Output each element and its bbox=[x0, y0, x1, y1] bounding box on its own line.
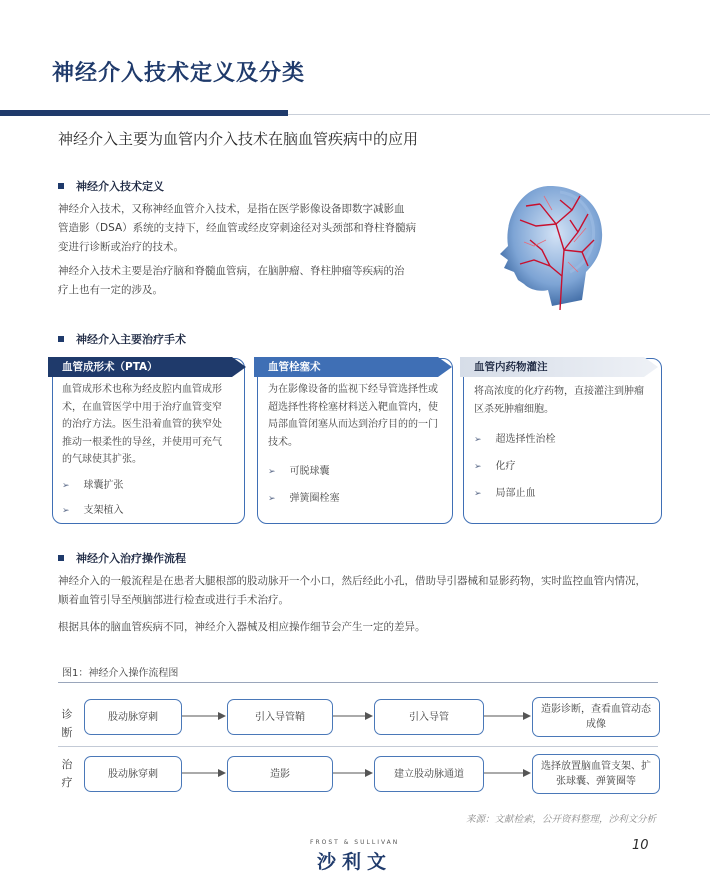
text-line: 神经介入技术主要是治疗脑和脊髓血管病，在脑肿瘤、脊柱肿瘤等疾病的治 bbox=[58, 265, 405, 277]
text-line: 区杀死肿瘤细胞。 bbox=[474, 403, 554, 415]
list-item-label: 局部止血 bbox=[495, 488, 536, 499]
flow-step-diagnosis-2: 引入导管鞘 bbox=[227, 699, 333, 735]
text-line: 推动一根柔性的导丝，并使用可充气 bbox=[62, 436, 222, 448]
arrow-right-icon: ➢ bbox=[474, 489, 482, 499]
flow-step-treatment-4: 选择放置脑血管支架、扩张球囊、弹簧圈等 bbox=[532, 754, 660, 794]
page-subtitle: 神经介入主要为血管内介入技术在脑血管疾病中的应用 bbox=[58, 130, 419, 148]
list-item bbox=[268, 489, 340, 504]
flow-step-diagnosis-3: 引入导管 bbox=[374, 699, 484, 735]
treatment-heading bbox=[58, 331, 186, 347]
figure-top-rule bbox=[58, 682, 658, 683]
process-paragraph-1 bbox=[58, 572, 678, 610]
figure-title: 图1：神经介入操作流程图 bbox=[62, 668, 179, 679]
card-body-embolization bbox=[268, 381, 448, 451]
flow-step-treatment-3: 建立股动脉通道 bbox=[374, 756, 484, 792]
text-line: 超选择性将栓塞材料送入靶血管内，使 bbox=[268, 401, 438, 413]
text-line: 局部血管闭塞从而达到治疗目的的一门 bbox=[268, 419, 438, 430]
row-label-char: 疗 bbox=[61, 776, 73, 789]
page-title: 神经介入技术定义及分类 bbox=[52, 61, 306, 86]
list-item bbox=[62, 501, 124, 516]
row-label-char: 诊 bbox=[61, 708, 73, 721]
list-item bbox=[474, 430, 556, 445]
text-line: 疗上也有一定的涉及。 bbox=[58, 284, 163, 296]
logo: 沙利文 bbox=[317, 851, 393, 873]
arrow-right-icon: ➢ bbox=[268, 467, 276, 477]
list-item-label: 化疗 bbox=[495, 461, 516, 472]
text-line: 将高浓度的化疗药物，直接灌注到肿瘤 bbox=[474, 386, 644, 397]
row-label-char: 断 bbox=[61, 726, 73, 739]
flow-step-treatment-1: 股动脉穿刺 bbox=[84, 756, 182, 792]
flow-step-diagnosis-4: 造影诊断，查看血管动态成像 bbox=[532, 697, 660, 737]
title-divider bbox=[288, 114, 710, 115]
text-line: 顺着血管引导至颅脑部进行检查或进行手术治疗。 bbox=[58, 594, 289, 606]
process-heading bbox=[58, 550, 186, 566]
square-bullet-icon bbox=[58, 336, 64, 342]
list-item-label: 球囊扩张 bbox=[83, 480, 124, 491]
text-line: 神经介入技术，又称神经血管介入技术，是指在医学影像设备即数字减影血 bbox=[58, 203, 405, 215]
arrow-right-icon: ➢ bbox=[62, 481, 70, 491]
text-line: 为在影像设备的监视下经导管选择性或 bbox=[268, 384, 438, 395]
text-line: 技术。 bbox=[268, 436, 298, 448]
process-paragraph-2: 根据具体的脑血管疾病不同，神经介入器械及相应操作细节会产生一定的差异。 bbox=[58, 621, 426, 633]
figure-source: 来源：文献检索，公开资料整理，沙利文分析 bbox=[465, 814, 656, 825]
head-vascular-illustration bbox=[490, 180, 610, 312]
treatment-heading-text: 神经介入主要治疗手术 bbox=[76, 333, 186, 346]
list-item bbox=[268, 462, 330, 477]
card-title-infusion: 血管内药物灌注 bbox=[474, 361, 548, 373]
arrow-right-icon: ➢ bbox=[62, 506, 70, 516]
card-body-pta bbox=[62, 381, 238, 469]
list-item-label: 超选择性治栓 bbox=[495, 434, 556, 445]
card-title-pta: 血管成形术（PTA） bbox=[62, 361, 158, 373]
list-item-label: 可脱球囊 bbox=[289, 466, 330, 477]
page-number: 10 bbox=[632, 838, 649, 853]
square-bullet-icon bbox=[58, 555, 64, 561]
text-line: 变进行诊断或治疗的技术。 bbox=[58, 241, 184, 253]
arrow-right-icon: ➢ bbox=[268, 494, 276, 504]
text-line: 的治疗方法。医生沿着血管的狭窄处 bbox=[62, 419, 222, 430]
list-item-label: 支架植入 bbox=[83, 505, 124, 516]
definition-heading bbox=[58, 178, 164, 194]
text-line: 的气球使其扩张。 bbox=[62, 454, 142, 465]
title-underline-bar bbox=[0, 110, 288, 116]
arrow-right-icon: ➢ bbox=[474, 462, 482, 472]
definition-heading-text: 神经介入技术定义 bbox=[76, 180, 164, 193]
list-item bbox=[474, 484, 536, 499]
list-item bbox=[62, 476, 124, 491]
logo-small-text: FROST & SULLIVAN bbox=[310, 839, 400, 846]
card-body-infusion bbox=[474, 383, 654, 418]
square-bullet-icon bbox=[58, 183, 64, 189]
text-line: 神经介入的一般流程是在患者大腿根部的股动脉开一个小口，然后经此小孔，借助导引器械和显影药物，实时监控血管内情况， bbox=[58, 575, 646, 587]
list-item bbox=[474, 457, 516, 472]
text-line: 血管成形术也称为经皮腔内血管成形 bbox=[62, 384, 222, 395]
row-label-char: 治 bbox=[61, 758, 73, 771]
list-item-label: 弹簧圈栓塞 bbox=[289, 493, 340, 504]
arrow-right-icon: ➢ bbox=[474, 435, 482, 445]
text-line: 管造影（DSA）系统的支持下，经血管或经皮穿刺途径对头颈部和脊柱脊髓病 bbox=[58, 222, 417, 234]
definition-paragraph-2 bbox=[58, 262, 478, 300]
card-title-embolization: 血管栓塞术 bbox=[268, 361, 321, 373]
text-line: 术，在血管医学中用于治疗血管变窄 bbox=[62, 401, 222, 413]
definition-paragraph-1 bbox=[58, 200, 478, 257]
flow-step-diagnosis-1: 股动脉穿刺 bbox=[84, 699, 182, 735]
process-heading-text: 神经介入治疗操作流程 bbox=[76, 552, 186, 565]
flow-step-treatment-2: 造影 bbox=[227, 756, 333, 792]
